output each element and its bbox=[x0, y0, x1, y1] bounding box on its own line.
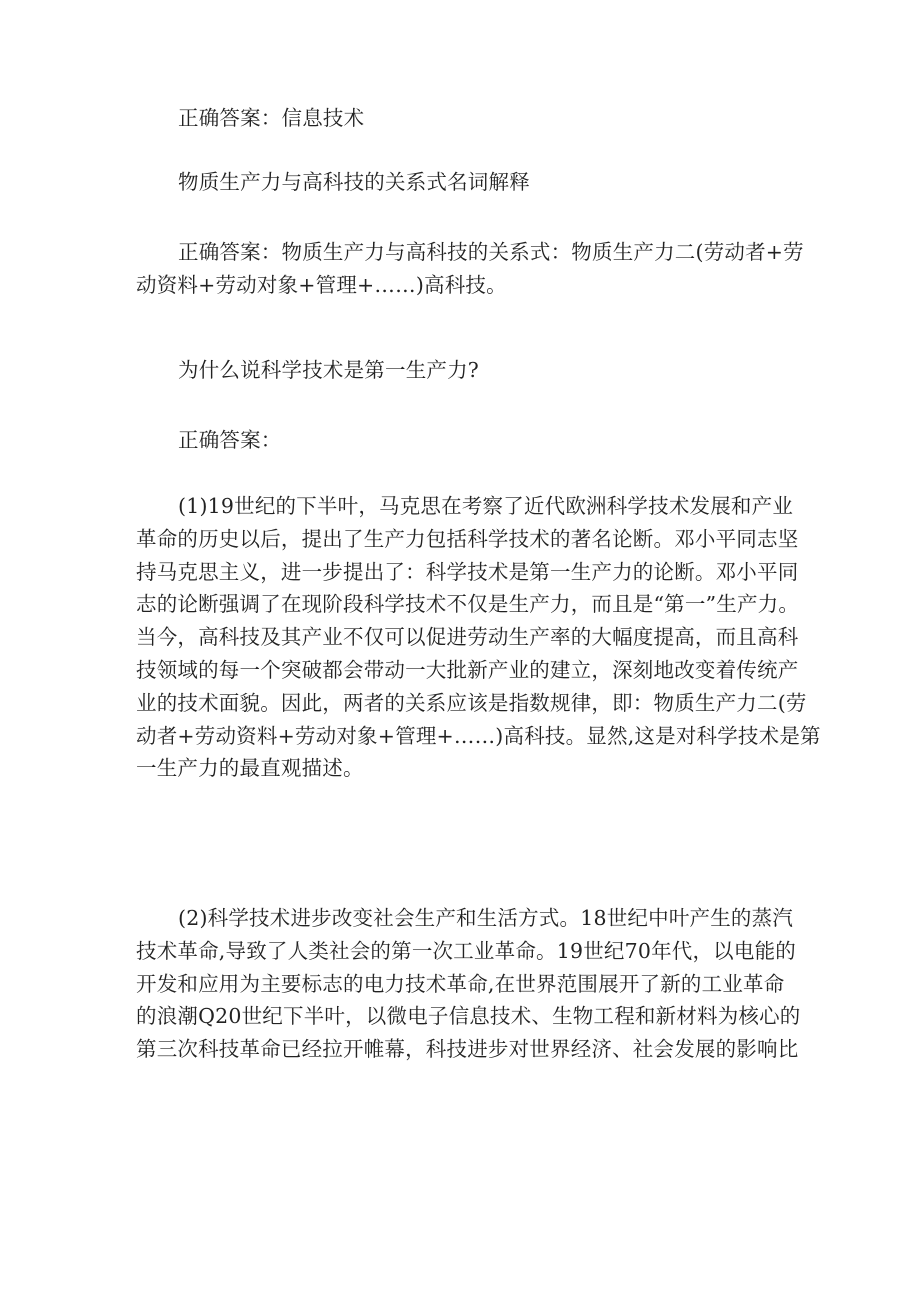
paragraph-line: 革命的历史以后，提出了生产力包括科学技术的著名论断。邓小平同志坚 bbox=[136, 526, 799, 551]
paragraph-line: 开发和应用为主要标志的电力技术革命,在世界范围展开了新的工业革命 bbox=[136, 971, 785, 996]
question-2: 物质生产力与高科技的关系式名词解释 bbox=[178, 170, 530, 194]
paragraph-line: (2)科学技术进步改变社会生产和生活方式。18世纪中叶产生的蒸汽 bbox=[178, 906, 794, 930]
answer-1: 正确答案：信息技术 bbox=[178, 106, 365, 130]
paragraph-line: 第三次科技革命已经拉开帷幕，科技进步对世界经济、社会发展的影响比 bbox=[136, 1037, 799, 1062]
answer-3-label: 正确答案： bbox=[178, 428, 282, 452]
paragraph-line: 动者+劳动资料+劳动对象+管理+……)高科技。显然,这是对科学技术是第 bbox=[136, 723, 821, 748]
paragraph-line: 业的技术面貌。因此，两者的关系应该是指数规律，即：物质生产力二(劳 bbox=[136, 690, 807, 715]
paragraph-line: 持马克思主义，进一步提出了：科学技术是第一生产力的论断。邓小平同 bbox=[136, 559, 799, 584]
question-3: 为什么说科学技术是第一生产力? bbox=[178, 358, 479, 382]
paragraph-line: 一生产力的最直观描述。 bbox=[136, 756, 364, 781]
paragraph-line: (1)19世纪的下半叶，马克思在考察了近代欧洲科学技术发展和产业 bbox=[178, 494, 794, 518]
answer-2-line: 动资料+劳动对象+管理+……)高科技。 bbox=[136, 272, 507, 297]
paragraph-line: 的浪潮Q20世纪下半叶，以微电子信息技术、生物工程和新材料为核心的 bbox=[136, 1004, 801, 1029]
paragraph-line: 技领域的每一个突破都会带动一大批新产业的建立，深刻地改变着传统产 bbox=[136, 657, 799, 682]
answer-2-line: 正确答案：物质生产力与高科技的关系式：物质生产力二(劳动者+劳 bbox=[178, 240, 804, 264]
paragraph-line: 当今，高科技及其产业不仅可以促进劳动生产率的大幅度提高，而且高科 bbox=[136, 625, 799, 650]
paragraph-line: 志的论断强调了在现阶段科学技术不仅是生产力，而且是“第一”生产力。 bbox=[136, 592, 800, 617]
point-1-paragraph bbox=[136, 490, 821, 785]
answer-2 bbox=[136, 236, 804, 302]
paragraph-line: 技术革命,导致了人类社会的第一次工业革命。19世纪70年代，以电能的 bbox=[136, 938, 796, 963]
point-2-paragraph bbox=[136, 902, 801, 1066]
